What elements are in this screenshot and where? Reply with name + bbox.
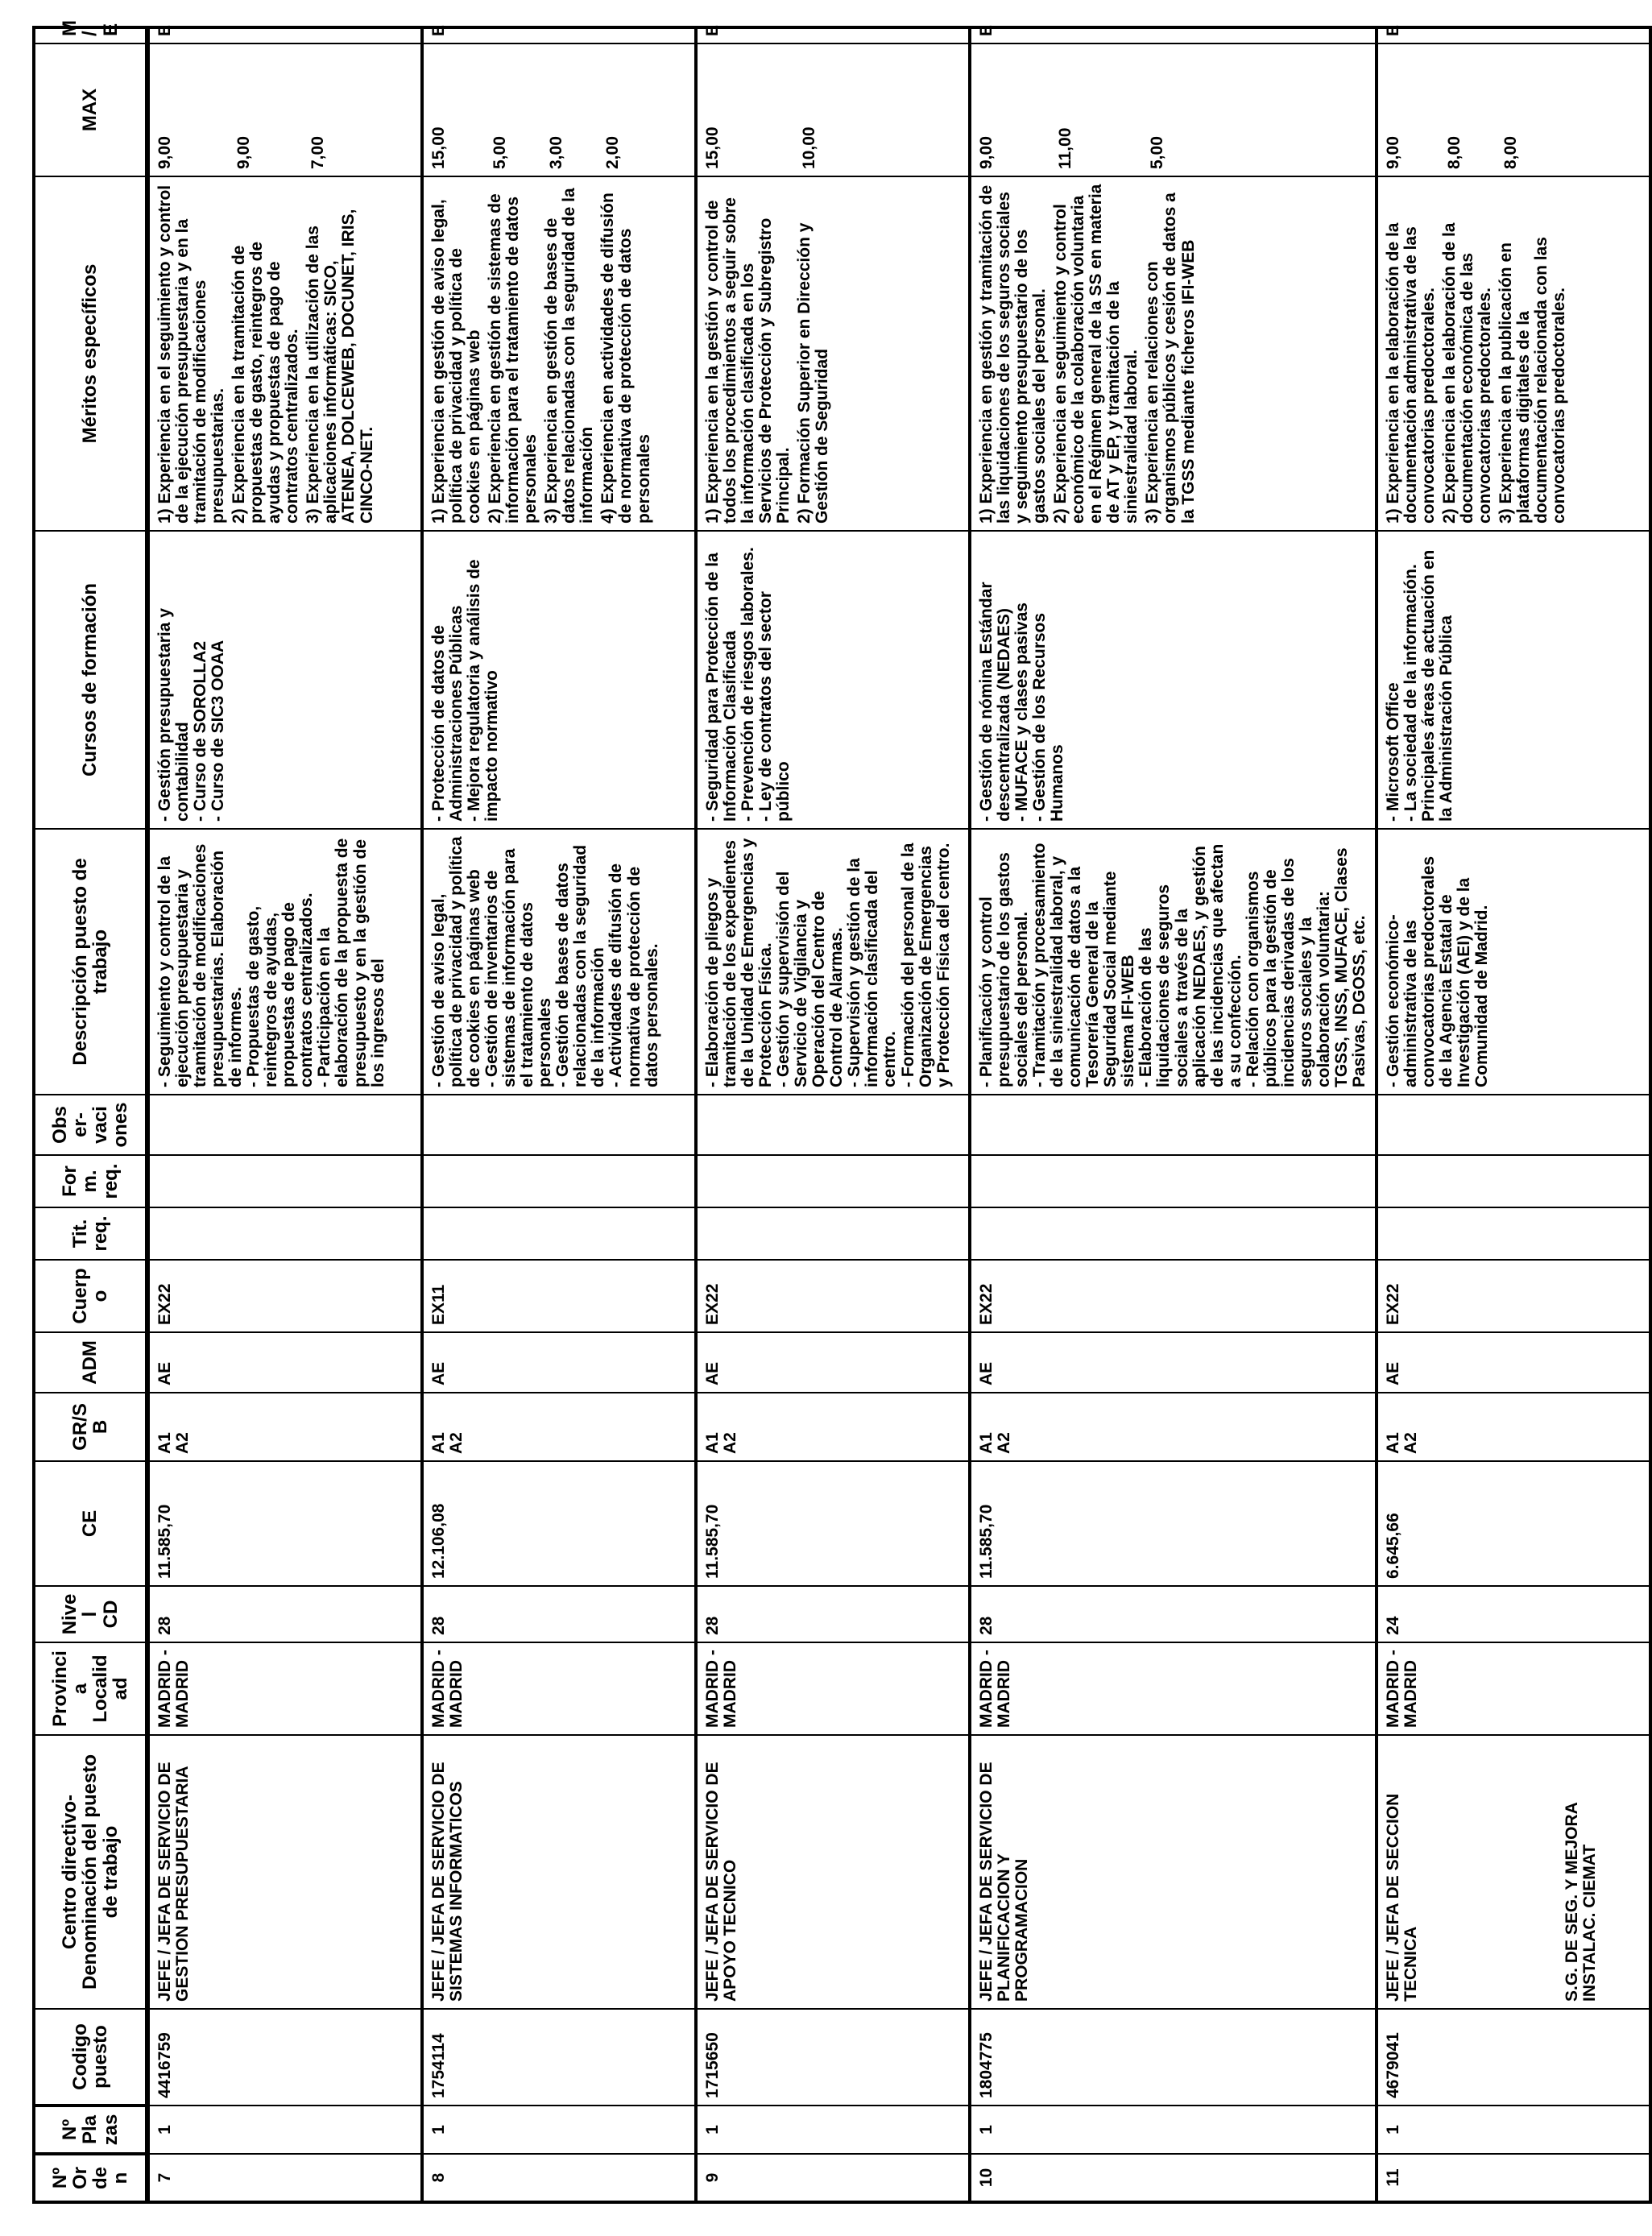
- table-row: [147, 27, 422, 2202]
- nivel-cd: 28: [147, 1586, 422, 1642]
- merito-item: 3) Experiencia en la publicación en plataformas digitales de la documentación relacionada con las convocatorias predoctorales.: [1497, 237, 1569, 524]
- provincia: MADRID - MADRID: [422, 1642, 696, 1735]
- cursos: - Seguridad para Protección de la Información Clasificada - Prevención de riesgos laborales. - Ley de contratos del sector público: [696, 531, 970, 829]
- merito-item: 3) Experiencia en la utilización de las aplicaciones informáticas: SICO, ATENEA, DOLCEWEB, DOCUNET, IRIS, CINCO-NET.: [304, 209, 376, 524]
- header-nivel: Nivel CD: [34, 1586, 147, 1642]
- cuerpo: EX22: [970, 1260, 1377, 1332]
- observaciones: [422, 1095, 696, 1155]
- max-value: 9,00: [155, 136, 174, 169]
- merito-item: 2) Experiencia en la tramitación de propuestas de gasto, reintegros de ayudas y propuestas de pago de contratos centralizados.: [230, 241, 302, 524]
- cuerpo: EX22: [696, 1260, 970, 1332]
- max-value: 15,00: [703, 126, 722, 169]
- max-value: 5,00: [491, 136, 510, 169]
- nivel-cd: 28: [696, 1586, 970, 1642]
- max-value: 9,00: [1384, 136, 1403, 169]
- max-values: [971, 44, 1375, 176]
- plazas: 1: [422, 2106, 696, 2154]
- codigo-puesto: 1715650: [696, 2009, 970, 2106]
- job-positions-table: [32, 20, 1652, 2204]
- meritos-cell: [422, 176, 696, 531]
- me-value: E: [970, 27, 1377, 43]
- max-values: [424, 44, 694, 176]
- codigo-puesto: 4679041: [1377, 2009, 1650, 2106]
- merito-item: 3) Experiencia en gestión de bases de datos relacionadas con la seguridad de la información: [542, 188, 597, 524]
- merito-item: 2) Experiencia en la elaboración de la documentación económica de las convocatorias predoctorales.: [1440, 222, 1495, 524]
- centro-extra-note: S.G. DE SEG. Y MEJORA INSTALAC. CIEMAT: [1563, 1802, 1600, 2002]
- tit-req: [147, 1207, 422, 1260]
- ce-amount: 11.585,70: [147, 1461, 422, 1586]
- form-req: [422, 1155, 696, 1207]
- merito-item: 3) Experiencia en relaciones con organismos públicos y cesión de datos a la TGSS mediante ficheros IFI-WEB: [1143, 193, 1198, 524]
- max-value: 8,00: [1501, 136, 1521, 169]
- max-value: 2,00: [603, 136, 623, 169]
- cursos: - Gestión de nómina Estándar descentralizada (NEDAES) - MUFACE y clases pasivas - Gestión de los Recursos Humanos: [970, 531, 1377, 829]
- header-max: MAX: [34, 43, 147, 176]
- ce-amount: 6.645,66: [1377, 1461, 1650, 1586]
- order-number: 10: [970, 2154, 1377, 2202]
- table-body: [147, 24, 1650, 2202]
- grsb: A1 A2: [147, 1393, 422, 1461]
- nivel-cd: 28: [422, 1586, 696, 1642]
- cursos: - Microsoft Office - La sociedad de la información. Principales áreas de actuación en la Administración Pública: [1377, 531, 1650, 829]
- nivel-cd: 24: [1377, 1586, 1650, 1642]
- form-req: [1377, 1155, 1650, 1207]
- max-value: 5,00: [1148, 136, 1167, 169]
- merito-item: 2) Formación Superior en Dirección y Gestión de Seguridad: [795, 222, 832, 524]
- codigo-puesto: 4416759: [147, 2009, 422, 2106]
- max-value: 9,00: [977, 136, 996, 169]
- plazas: 1: [147, 2106, 422, 2154]
- order-number: 9: [696, 2154, 970, 2202]
- merito-item: 1) Experiencia en el seguimiento y control de la ejecución presupuestaria y en la tramitación de modificaciones presupuestarias.: [155, 184, 228, 524]
- centro-denominacion: JEFE / JEFA DE SECCION TECNICA: [1384, 1793, 1421, 2002]
- descripcion: - Planificación y control presupuestario de los gastos sociales del personal. - Tramitación y procesamiento de la siniestralidad laboral, y comunicación de datos a la Tesorería General de la Seguridad Social mediante sistema IFI-WEB - Elaboración de las liquidaciones de seguros sociales a través de la aplicación NEDAES, y gestión de las incidencias que afectan a su confección. - Relación con organismos públicos para la gestión de incidencias derivadas de los seguros sociales y la colaboración voluntaria: TGSS, INSS, MUFACE, Clases Pasivas, DGOSS, etc.: [970, 829, 1377, 1095]
- form-req: [696, 1155, 970, 1207]
- plazas: 1: [1377, 2106, 1650, 2154]
- header-centro: Centro directivo- Denominación del puesto de trabajo: [34, 1735, 147, 2009]
- header-provincia: Provincia Localidad: [34, 1642, 147, 1735]
- meritos-cell: [1377, 176, 1650, 531]
- header-codigo: Codigo puesto: [34, 2009, 147, 2106]
- merito-item: 1) Experiencia en la elaboración de la documentación administrativa de las convocatorias predoctorales.: [1384, 222, 1439, 524]
- adm: AE: [696, 1332, 970, 1393]
- cuerpo: EX22: [147, 1260, 422, 1332]
- me-value: E: [147, 27, 422, 43]
- max-cell: [422, 43, 696, 176]
- meritos-cell: [147, 176, 422, 531]
- merito-item: 1) Experiencia en gestión de aviso legal, política de privacidad y política de cookies en páginas web: [429, 199, 484, 524]
- centro-denominacion: JEFE / JEFA DE SERVICIO DE GESTION PRESUPUESTARIA: [155, 1762, 193, 2002]
- table-row: [422, 27, 696, 2202]
- adm: AE: [970, 1332, 1377, 1393]
- merito-item: 4) Experiencia en actividades de difusión de normativa de protección de datos personales: [598, 193, 653, 524]
- centro-cell: [147, 1735, 422, 2009]
- centro-denominacion: JEFE / JEFA DE SERVICIO DE APOYO TECNICO: [703, 1762, 740, 2002]
- grsb: A1 A2: [422, 1393, 696, 1461]
- max-value: 10,00: [800, 126, 819, 169]
- plazas: 1: [970, 2106, 1377, 2154]
- max-cell: [696, 43, 970, 176]
- order-number: 11: [1377, 2154, 1650, 2202]
- table-row: [1377, 27, 1650, 2202]
- provincia: MADRID - MADRID: [696, 1642, 970, 1735]
- codigo-puesto: 1804775: [970, 2009, 1377, 2106]
- provincia: MADRID - MADRID: [1377, 1642, 1650, 1735]
- header-cuerpo: Cuerpo: [34, 1260, 147, 1332]
- tit-req: [1377, 1207, 1650, 1260]
- descripcion: - Gestión económico-administrativa de las convocatorias predoctorales de la Agencia Estatal de Investigación (AEI) y de la Comunidad de Madrid.: [1377, 829, 1650, 1095]
- grsb: A1 A2: [696, 1393, 970, 1461]
- observaciones: [696, 1095, 970, 1155]
- form-req: [970, 1155, 1377, 1207]
- table-row: [696, 27, 970, 2202]
- max-cell: [147, 43, 422, 176]
- cursos: - Gestión presupuestaria y contabilidad - Curso de SOROLLA2 - Curso de SIC3 OOAA: [147, 531, 422, 829]
- me-value: E: [696, 27, 970, 43]
- cursos: - Protección de datos de Administraciones Públicas - Mejora regulatoria y análisis de impacto normativo: [422, 531, 696, 829]
- tit-req: [970, 1207, 1377, 1260]
- provincia: MADRID - MADRID: [970, 1642, 1377, 1735]
- merito-item: 2) Experiencia en seguimiento y control económico de la colaboración voluntaria en el Régimen general de la SS en materia de AT y EP, y tramitación de la siniestralidad laboral.: [1051, 184, 1141, 524]
- header-obs: Obser- vaciones: [34, 1095, 147, 1155]
- max-values: [1378, 44, 1649, 176]
- form-req: [147, 1155, 422, 1207]
- observaciones: [147, 1095, 422, 1155]
- max-values: [150, 44, 420, 176]
- provincia: MADRID - MADRID: [147, 1642, 422, 1735]
- centro-cell: [696, 1735, 970, 2009]
- max-values: [698, 44, 968, 176]
- header-form: Form. req.: [34, 1155, 147, 1207]
- descripcion: - Elaboración de pliegos y tramitación de los expedientes de la Unidad de Emergencias y Protección Física. - Gestión y supervisión del Servicio de Vigilancia y Operación del Centro de Control de Alarmas. - Supervisión y gestión de la información clasificada del centro. - Formación del personal de la Organización de Emergencias y Protección Física del centro.: [696, 829, 970, 1095]
- header-n-plazas: Nº Plazas: [34, 2106, 147, 2154]
- ce-amount: 11.585,70: [696, 1461, 970, 1586]
- header-row: [34, 27, 147, 2202]
- merito-item: 1) Experiencia en gestión y tramitación de las liquidaciones de los seguros sociales y seguimiento presupuestario de los gastos sociales del personal.: [977, 184, 1050, 524]
- adm: AE: [147, 1332, 422, 1393]
- codigo-puesto: 1754114: [422, 2009, 696, 2106]
- centro-denominacion: JEFE / JEFA DE SERVICIO DE PLANIFICACION Y PROGRAMACION: [977, 1762, 1032, 2002]
- header-cursos: Cursos de formación: [34, 531, 147, 829]
- max-value: 9,00: [234, 136, 254, 169]
- order-number: 7: [147, 2154, 422, 2202]
- header-tit: Tit. req.: [34, 1207, 147, 1260]
- centro-cell: [1377, 1735, 1650, 2009]
- adm: AE: [422, 1332, 696, 1393]
- nivel-cd: 28: [970, 1586, 1377, 1642]
- max-value: 7,00: [308, 136, 328, 169]
- header-meritos: Méritos específicos: [34, 176, 147, 531]
- descripcion: - Seguimiento y control de la ejecución presupuestaria y tramitación de modificaciones presupuestarias. Elaboración de informes. - Propuestas de gasto, reintegros de ayudas, propuestas de pago de contratos centralizados. - Participación en la elaboración de la propuesta de presupuesto y en la gestión de los ingresos del: [147, 829, 422, 1095]
- header-n-orden: Nº Orden: [34, 2154, 147, 2202]
- meritos-cell: [970, 176, 1377, 531]
- cuerpo: EX11: [422, 1260, 696, 1332]
- max-cell: [1377, 43, 1650, 176]
- merito-item: 1) Experiencia en la gestión y control de todos los procedimientos a seguir sobre la información clasificada en los Servicios de Protección y Subregistro Principal.: [703, 197, 793, 524]
- adm: AE: [1377, 1332, 1650, 1393]
- header-ce: CE: [34, 1461, 147, 1586]
- grsb: A1 A2: [1377, 1393, 1650, 1461]
- header-descripcion: Descripción puesto de trabajo: [34, 829, 147, 1095]
- centro-denominacion: JEFE / JEFA DE SERVICIO DE SISTEMAS INFORMATICOS: [429, 1762, 466, 2002]
- header-adm: ADM: [34, 1332, 147, 1393]
- observaciones: [970, 1095, 1377, 1155]
- order-number: 8: [422, 2154, 696, 2202]
- max-value: 11,00: [1056, 127, 1075, 169]
- cuerpo: EX22: [1377, 1260, 1650, 1332]
- header-grsb: GR/SB: [34, 1393, 147, 1461]
- ce-amount: 12.106,08: [422, 1461, 696, 1586]
- plazas: 1: [696, 2106, 970, 2154]
- tit-req: [422, 1207, 696, 1260]
- observaciones: [1377, 1095, 1650, 1155]
- grsb: A1 A2: [970, 1393, 1377, 1461]
- meritos-cell: [696, 176, 970, 531]
- table-row: [970, 27, 1377, 2202]
- header-me: M/E: [34, 27, 147, 43]
- descripcion: - Gestión de aviso legal, política de privacidad y política de cookies en páginas web - Gestión de inventarios de sistemas de información para el tratamiento de datos personales - Gestión de bases de datos relacionadas con la seguridad de la información - Actividades de difusión de normativa de protección de datos personales.: [422, 829, 696, 1095]
- tit-req: [696, 1207, 970, 1260]
- max-value: 15,00: [429, 126, 448, 169]
- ce-amount: 11.585,70: [970, 1461, 1377, 1586]
- centro-cell: [422, 1735, 696, 2009]
- max-cell: [970, 43, 1377, 176]
- max-value: 3,00: [547, 136, 566, 169]
- centro-cell: [970, 1735, 1377, 2009]
- merito-item: 2) Experiencia en gestión de sistemas de información para el tratamiento de datos personales: [486, 193, 540, 524]
- me-value: E: [1377, 27, 1650, 43]
- me-value: E: [422, 27, 696, 43]
- max-value: 8,00: [1445, 136, 1464, 169]
